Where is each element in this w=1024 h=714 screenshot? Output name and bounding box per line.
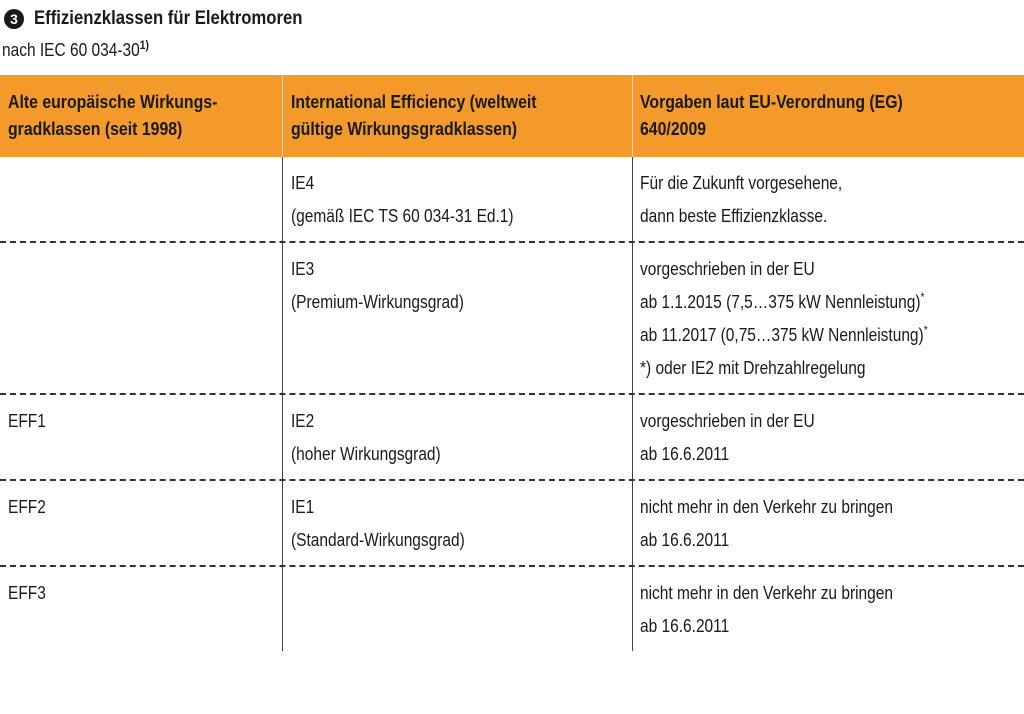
figure-number-badge: 3 (4, 9, 24, 29)
cell-eu-regulation: nicht mehr in den Verkehr zu bringen ab 16.6.2011 (640, 583, 893, 636)
header-divider (632, 75, 633, 157)
column-header-international-efficiency: International Efficiency (weltweit gültige Wirkungsgradklassen) (291, 92, 537, 139)
table-subtitle (2, 38, 149, 61)
footnote-asterisk: * (920, 290, 925, 304)
table-title: Effizienzklassen für Elektromoren (34, 8, 303, 29)
cell-old-class: EFF2 (8, 497, 46, 517)
column-header-eu-regulation: Vorgaben laut EU-Verordnung (EG) 640/2009 (640, 92, 903, 139)
subtitle-text: nach IEC 60 034-30 (2, 40, 140, 60)
cell-ie-class: IE2 (hoher Wirkungsgrad) (291, 411, 441, 464)
column-divider (632, 157, 633, 651)
table-title-row (4, 6, 339, 32)
cell-eu-regulation: vorgeschrieben in der EU ab 16.6.2011 (640, 411, 815, 464)
efficiency-class-table (0, 75, 1024, 651)
row-separator (0, 241, 1024, 243)
row-separator (0, 393, 1024, 395)
cell-old-class: EFF3 (8, 583, 46, 603)
cell-eu-regulation: nicht mehr in den Verkehr zu bringen ab 16.6.2011 (640, 497, 893, 550)
cell-eu-regulation: Für die Zukunft vorgesehene, dann beste Effizienzklasse. (640, 173, 843, 226)
cell-ie-class: IE4 (gemäß IEC TS 60 034-31 Ed.1) (291, 173, 514, 226)
column-header-old-classes: Alte europäische Wirkungs- gradklassen (seit 1998) (8, 92, 218, 139)
subtitle-footnote-mark: 1) (139, 38, 149, 52)
column-divider (282, 157, 283, 651)
cell-ie-class: IE3 (Premium-Wirkungsgrad) (291, 259, 464, 312)
header-divider (282, 75, 283, 157)
footnote-asterisk: * (923, 323, 928, 337)
cell-ie-class: IE1 (Standard-Wirkungsgrad) (291, 497, 465, 550)
row-separator (0, 565, 1024, 567)
cell-eu-regulation: vorgeschrieben in der EU ab 1.1.2015 (7,5…375 kW Nennleistung)* ab 11.2017 (0,75…375 kW Nennleistung)* *) oder IE2 mit Drehzahlregelung (640, 259, 928, 378)
cell-old-class: EFF1 (8, 411, 46, 431)
row-separator (0, 479, 1024, 481)
